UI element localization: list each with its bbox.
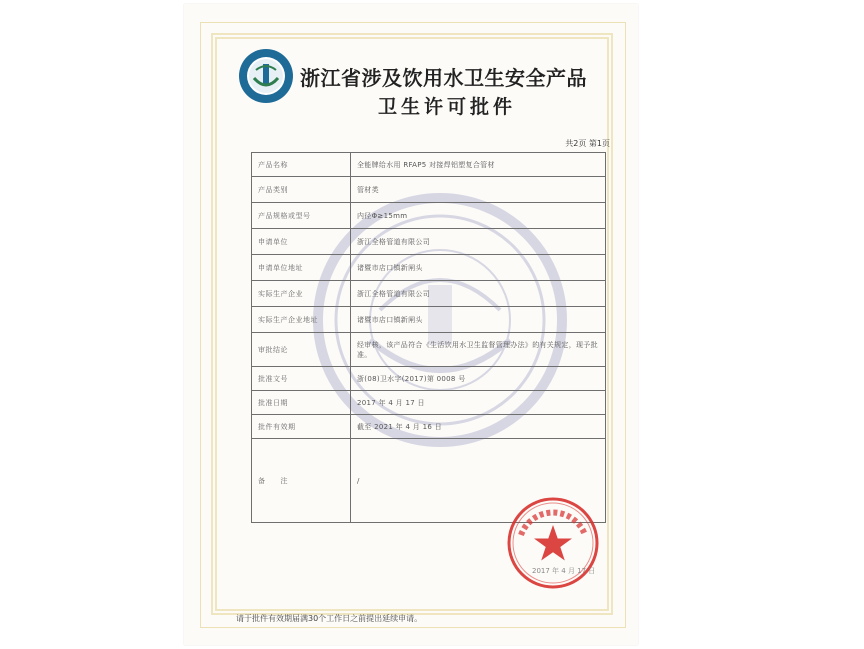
field-label: 产品名称 [252, 153, 351, 177]
table-row [252, 391, 606, 415]
health-emblem-icon [238, 48, 294, 104]
table-row [252, 229, 606, 255]
field-label: 申请单位地址 [252, 255, 351, 281]
field-label: 审批结论 [252, 333, 351, 367]
table-row [252, 307, 606, 333]
table-row [252, 255, 606, 281]
field-label: 实际生产企业 [252, 281, 351, 307]
field-label: 产品类别 [252, 177, 351, 203]
field-value: 浙江全格管道有限公司 [351, 281, 606, 307]
field-label: 申请单位 [252, 229, 351, 255]
field-label: 批准文号 [252, 367, 351, 391]
seal-date: 2017 年 4 月 17 日 [532, 567, 596, 575]
field-value: 全能牌给水用 RFAP5 对接焊铝塑复合管材 [351, 153, 606, 177]
table-row [252, 333, 606, 367]
certificate-title: 浙江省涉及饮用水卫生安全产品 [300, 66, 587, 90]
table-row [252, 153, 606, 177]
field-value: 2017 年 4 月 17 日 [351, 391, 606, 415]
table-row [252, 203, 606, 229]
certificate-table [251, 152, 606, 523]
field-value: 内径Φ≥15mm [351, 203, 606, 229]
field-value: / [351, 439, 606, 523]
renewal-footnote: 请于批件有效期届满30个工作日之前提出延续申请。 [236, 614, 423, 623]
table-row [252, 367, 606, 391]
field-value: 诸暨市店口镇新闸头 [351, 307, 606, 333]
field-label: 实际生产企业地址 [252, 307, 351, 333]
page-indicator: 共2页 第1页 [565, 139, 610, 148]
field-value: 浙(08)卫水字(2017)第 0008 号 [351, 367, 606, 391]
field-value: 浙江全格管道有限公司 [351, 229, 606, 255]
field-value: 经审核，该产品符合《生活饮用水卫生监督管理办法》的有关规定，现予批准。 [351, 333, 606, 367]
field-value: 管材类 [351, 177, 606, 203]
table-row [252, 177, 606, 203]
field-label: 批件有效期 [252, 415, 351, 439]
field-label: 批准日期 [252, 391, 351, 415]
field-value: 截至 2021 年 4 月 16 日 [351, 415, 606, 439]
table-row [252, 415, 606, 439]
field-label: 产品规格或型号 [252, 203, 351, 229]
field-value: 诸暨市店口镇新闸头 [351, 255, 606, 281]
field-label: 备 注 [252, 439, 351, 523]
table-row [252, 281, 606, 307]
certificate-subtitle: 卫生许可批件 [378, 96, 517, 118]
official-seal-icon [505, 495, 601, 591]
